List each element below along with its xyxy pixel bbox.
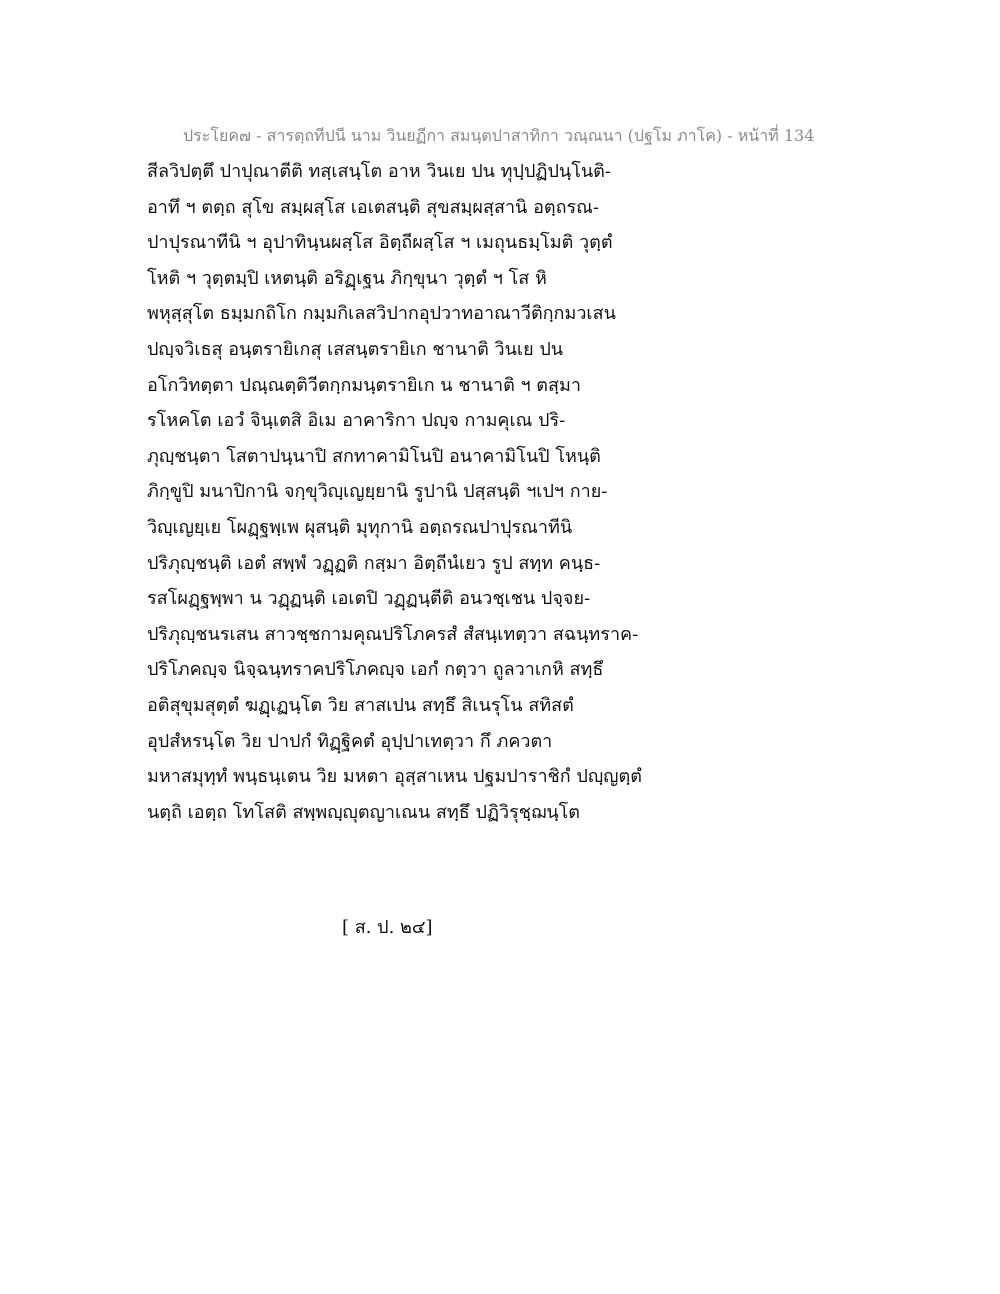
body-line: นตฺถิ เอตฺถ โทโสติ สพฺพญฺญุตญาเณน สทฺธึ ปฏิวิรุชฺฌนฺโต: [147, 801, 580, 823]
body-text: [147, 154, 707, 830]
body-line: พหุสฺสุโต ธมฺมกถิโก กมฺมกิเลสวิปากอุปวาทอาณาวีติกฺกมวเสน: [147, 303, 616, 325]
body-line: รสโผฏฺฐพฺพา น วฏฺฏนฺติ เอเตปิ วฏฺฏนฺตีติ อนวชฺเชน ปจฺจย-: [147, 588, 591, 610]
body-line: ปญฺจวิเธสุ อนฺตรายิเกสุ เสสนฺตรายิเก ชานาติ วินเย ปน: [147, 338, 564, 360]
running-header: ประโยค๗ - สารตฺถทีปนี นาม วินยฏีกา สมนฺตปาสาทิกา วณฺณนา (ปฐโม ภาโค) - หน้าที่ 134: [183, 126, 815, 145]
body-line: อโกวิทตฺตา ปณฺณตฺติวีตกฺกมนฺตรายิเก น ชานาติ ฯ ตสฺมา: [147, 374, 581, 396]
body-line: โหติ ฯ วุตฺตมฺปิ เหตนฺติ อริฏฺเฐน ภิกฺขุนา วุตฺตํ ฯ โส หิ: [147, 267, 547, 289]
body-line: ปาปุรณาทีนิ ฯ อุปาทินฺนผสฺโส อิตฺถีผสฺโส ฯ เมถุนธมฺโมติ วุตฺตํ: [147, 232, 613, 254]
body-line: ปริภุญฺชนรเสน สาวชฺชกามคุณปริโภครสํ สํสนฺเทตฺวา สฉนฺทราค-: [147, 623, 639, 645]
body-line: รโหคโต เอวํ จินฺเตสิ อิเม อาคาริกา ปญฺจ กามคุเณ ปริ-: [147, 410, 566, 432]
body-line: มหาสมุทฺทํ พนฺธนฺเตน วิย มหตา อุสฺสาเหน ปฐมปาราชิกํ ปญฺญตฺตํ: [147, 766, 642, 788]
body-line: ภุญฺชนฺตา โสตาปนฺนาปิ สกทาคามิโนปิ อนาคามิโนปิ โหนฺติ: [147, 445, 601, 467]
page-reference: [ ส. ป. ๒๔]: [342, 917, 433, 938]
body-line: อาทึ ฯ ตตฺถ สุโข สมฺผสฺโส เอเตสนฺติ สุขสมฺผสฺสานิ อตฺถรณ-: [147, 196, 599, 218]
body-line: ปริภุญฺชนฺติ เอตํ สพฺพํ วฏฺฏติ กสฺมา อิตฺถีนํเยว รูป สทฺท คนฺธ-: [147, 552, 601, 574]
body-line: อติสุขุมสุตฺตํ ฆฏฺเฏนฺโต วิย สาสเปน สทฺธึ สิเนรุโน สทิสตํ: [147, 694, 574, 716]
body-line: ปริโภคญฺจ นิจฺฉนฺทราคปริโภคญฺจ เอกํ กตฺวา ถูลวาเกหิ สทฺธึ: [147, 659, 604, 681]
body-line: ภิกฺขูปิ มนาปิกานิ จกฺขุวิญฺเญยฺยานิ รูปานิ ปสฺสนฺติ ฯเปฯ กาย-: [147, 481, 608, 503]
body-line: วิญฺเญยฺเย โผฏฺฐพฺเพ ผุสนฺติ มุทุกานิ อตฺถรณปาปุรณาทีนิ: [147, 516, 573, 538]
body-line: อุปสํหรนฺโต วิย ปาปกํ ทิฏฺฐิคตํ อุปฺปาเทตฺวา กึ ภควตา: [147, 730, 553, 752]
body-line: สีลวิปตฺตึ ปาปุณาตีติ ทสฺเสนฺโต อาห วินเย ปน ทุปฺปฏิปนฺโนติ-: [147, 161, 611, 182]
